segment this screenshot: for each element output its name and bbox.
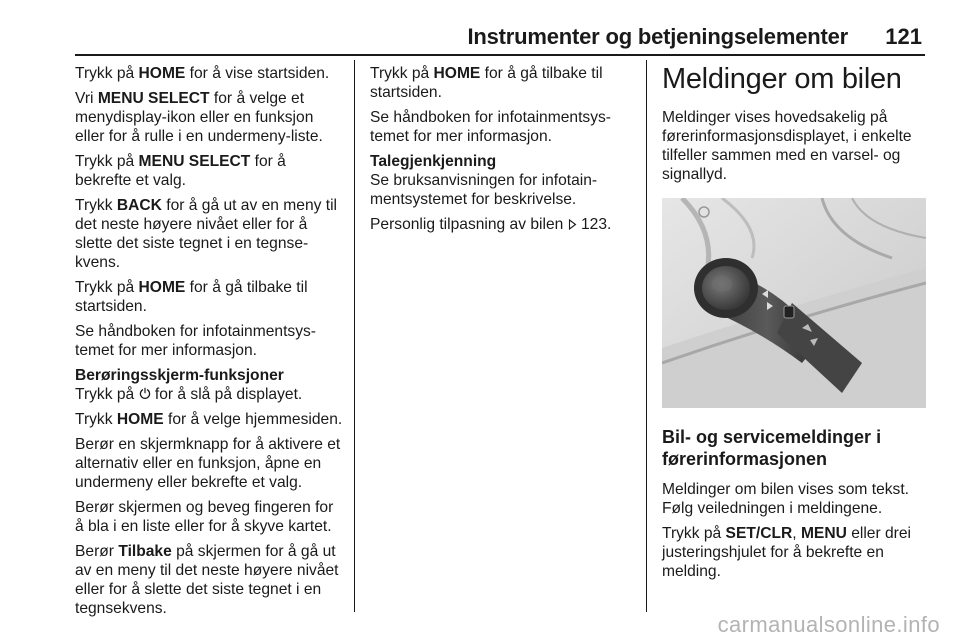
subsection-title: Bil- og servicemeldinger i førerinformasjonen xyxy=(662,427,882,469)
paragraph: Berør skjermen og beveg fingeren for å bla i en liste eller for å skyve kartet. xyxy=(75,499,334,535)
key-label: MENU xyxy=(800,525,847,542)
key-label: HOME xyxy=(138,279,186,296)
paragraph: Trykk på HOME for å vise startsiden. xyxy=(75,65,330,82)
watermark: carmanualsonline.info xyxy=(717,612,940,637)
column-1 xyxy=(75,64,345,624)
column-divider xyxy=(646,60,647,612)
paragraph: Se håndboken for infotainmentsystemet for mer informasjon. xyxy=(75,323,316,359)
arrow-right-icon[interactable] xyxy=(568,216,577,227)
key-label: HOME xyxy=(433,65,481,82)
paragraph: Berøringsskjerm-funksjoner Trykk på for å slå på displayet. xyxy=(75,366,345,404)
key-label: SET/CLR xyxy=(725,525,793,542)
paragraph: Berør Tilbake på skjermen for å gå ut av en meny til det neste høyere nivået eller for å slette det siste tegnet i en tegnsekvens. xyxy=(75,543,339,617)
section-title: Meldinger om bilen xyxy=(662,63,902,95)
key-label: BACK xyxy=(116,197,162,214)
page-header xyxy=(0,0,960,56)
paragraph: Talegjenkjenning Se bruksanvisningen for infotainmentsystemet for beskrivelse. xyxy=(370,152,625,209)
paragraph: Berør en skjermknapp for å aktivere et alternativ eller en funksjon, åpne en undermeny eller bekrefte et valg. xyxy=(75,436,341,491)
column-2 xyxy=(370,64,625,240)
paragraph: Trykk på HOME for å gå tilbake til startsiden. xyxy=(370,65,603,101)
paragraph: Se håndboken for infotainmentsystemet for mer informasjon. xyxy=(370,109,611,145)
paragraph: Meldinger om bilen vises som tekst. Følg veiledningen i meldingene. xyxy=(662,481,909,517)
turn-signal-stalk-illustration xyxy=(662,198,926,408)
paragraph: Vri MENU SELECT for å velge et menydisplay-ikon eller en funksjon eller for å rulle i en undermeny-liste. xyxy=(75,90,323,145)
page-title: Instrumenter og betjeningselementer xyxy=(467,24,848,49)
paragraph: Trykk på SET/CLR, MENU eller drei justeringshjulet for å bekrefte en melding. xyxy=(662,525,911,580)
subheading: Talegjenkjenning xyxy=(370,153,497,170)
key-label: MENU SELECT xyxy=(138,153,251,170)
key-label: HOME xyxy=(116,411,164,428)
paragraph: Trykk på MENU SELECT for å bekrefte et valg. xyxy=(75,153,286,189)
paragraph: Meldinger vises hovedsakelig på førerinformasjonsdisplayet, i enkelte tilfeller sammen med en varsel- og signallyd. xyxy=(662,109,912,183)
key-label: HOME xyxy=(138,65,186,82)
column-3 xyxy=(662,64,932,587)
cross-reference-link[interactable]: 123. xyxy=(576,216,612,233)
paragraph: Trykk på HOME for å gå tilbake til startsiden. xyxy=(75,279,308,315)
key-label: Tilbake xyxy=(118,543,172,560)
header-rule xyxy=(75,54,925,56)
page-number: 121 xyxy=(885,24,922,49)
key-label: MENU SELECT xyxy=(97,90,210,107)
column-divider xyxy=(354,60,355,612)
paragraph: Personlig tilpasning av bilen 123. xyxy=(370,216,612,233)
subheading: Berøringsskjerm-funksjoner xyxy=(75,367,284,384)
paragraph: Trykk HOME for å velge hjemmesiden. xyxy=(75,411,343,428)
power-icon xyxy=(139,386,151,399)
paragraph: Trykk BACK for å gå ut av en meny til det neste høyere nivået eller for å slette det siste tegnet i en tegnsekvens. xyxy=(75,197,338,271)
